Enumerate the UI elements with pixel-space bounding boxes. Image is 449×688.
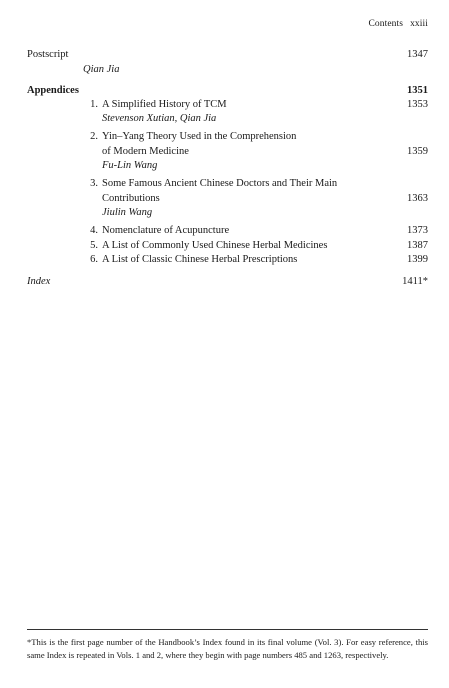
toc-item-title: Some Famous Ancient Chinese Doctors and Their Main [102, 178, 338, 189]
toc-entry-index[interactable] [27, 275, 428, 288]
toc-page-number: 1411* [402, 276, 428, 287]
toc-item-number: 6. [90, 254, 98, 265]
toc-page-number: 1373 [407, 225, 428, 236]
running-head-page-number: xxiii [410, 19, 428, 29]
toc-item-number: 4. [90, 225, 98, 236]
running-head [368, 19, 428, 29]
toc-page-number: 1363 [407, 193, 428, 204]
toc-item-number: 5. [90, 240, 98, 251]
toc-item-author: Stevenson Xutian, Qian Jia [102, 113, 217, 124]
toc-item-title: A Simplified History of TCM [102, 99, 227, 110]
toc-item-title: A List of Commonly Used Chinese Herbal Medicines [102, 240, 328, 251]
toc-item-title-line-2: of Modern Medicine [102, 146, 189, 157]
toc-item-title: Yin–Yang Theory Used in the Comprehension [102, 131, 297, 142]
toc-item-number: 2. [90, 131, 98, 142]
toc-entry-postscript[interactable] [27, 48, 428, 61]
running-head-section: Contents [368, 19, 404, 29]
toc-page-number: 1399 [407, 254, 428, 265]
toc-entry-author: Qian Jia [83, 64, 120, 75]
footnote-divider [27, 629, 428, 630]
toc-page-number: 1347 [407, 49, 428, 60]
toc-page-number: 1387 [407, 240, 428, 251]
toc-entry-label: Postscript [27, 49, 69, 60]
toc-item-number: 1. [90, 99, 98, 110]
toc-item-title: A List of Classic Chinese Herbal Prescriptions [102, 254, 298, 265]
toc-page-number: 1359 [407, 146, 428, 157]
toc-entry-label: Index [27, 276, 51, 287]
toc-item-number: 3. [90, 178, 98, 189]
toc-item-title: Nomenclature of Acupuncture [102, 225, 230, 236]
toc-page-number: 1351 [407, 85, 428, 96]
toc-entry-appendices[interactable] [27, 84, 428, 97]
toc-entry-label: Appendices [27, 85, 79, 96]
footnote: *This is the first page number of the Handbook’s Index found in its final volume (Vol. 3). For easy reference, this same Index is repeated in Vols. 1 and 2, where they begin with page numbers 485 and 1263, respectively. [27, 637, 428, 661]
toc-item-author: Fu-Lin Wang [102, 160, 158, 171]
toc-item-title-line-2: Contributions [102, 193, 160, 204]
toc-item-author: Jiulin Wang [102, 207, 153, 218]
toc-page-number: 1353 [407, 99, 428, 110]
